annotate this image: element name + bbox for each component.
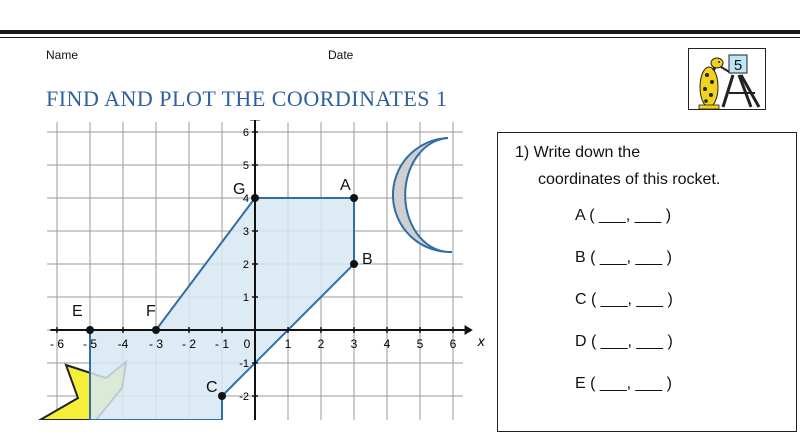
x-tick-label: 0: [244, 337, 251, 351]
name-label: Name: [46, 48, 78, 62]
x-axis-arrow: [465, 325, 473, 335]
answer-label: B: [575, 249, 586, 266]
answer-label: D: [575, 333, 587, 350]
y-tick-label: -2: [239, 391, 249, 403]
point-c: [218, 392, 226, 400]
answer-label: A: [575, 207, 585, 224]
point-label: C: [206, 379, 218, 396]
answer-blank[interactable]: ( ___, ___ ): [590, 375, 672, 392]
question-box: [497, 132, 797, 432]
answer-row-a: [575, 207, 671, 225]
answer-row-e: [575, 375, 672, 393]
answer-row-b: [575, 249, 672, 267]
answer-blank[interactable]: ( ___, ___ ): [590, 249, 672, 266]
x-tick-label: 5: [417, 337, 424, 351]
point-label: A: [340, 177, 351, 194]
y-tick-label: 5: [243, 160, 249, 172]
crescent-moon: [393, 138, 452, 252]
question-line-1: 1) Write down the: [515, 144, 640, 162]
answer-blank[interactable]: ( ___, ___ ): [591, 333, 673, 350]
x-axis-label: x: [477, 333, 486, 349]
answer-row-d: [575, 333, 673, 351]
answer-label: E: [575, 375, 586, 392]
point-label: G: [233, 181, 245, 198]
point-a: [350, 194, 358, 202]
x-tick-label: 2: [318, 337, 325, 351]
leopard-logo: [688, 48, 766, 110]
x-tick-label: 6: [450, 337, 457, 351]
coordinate-grid: [0, 120, 500, 420]
y-tick-label: 2: [243, 259, 249, 271]
date-label: Date: [328, 48, 353, 62]
question-line-2: coordinates of this rocket.: [538, 171, 720, 189]
logo-number: 5: [734, 57, 742, 74]
x-tick-label: - 3: [149, 337, 163, 351]
point-label: F: [146, 303, 156, 320]
x-tick-label: -4: [118, 337, 129, 351]
point-b: [350, 260, 358, 268]
answer-blank[interactable]: ( ___, ___ ): [589, 207, 671, 224]
worksheet-title: FIND AND PLOT THE COORDINATES 1: [46, 86, 448, 112]
answer-blank[interactable]: ( ___, ___ ): [591, 291, 673, 308]
point-f: [152, 326, 160, 334]
y-tick-label: 3: [243, 226, 249, 238]
point-g: [251, 194, 259, 202]
x-tick-label: 4: [384, 337, 391, 351]
x-tick-label: - 6: [50, 337, 64, 351]
point-e: [86, 326, 94, 334]
answer-row-c: [575, 291, 673, 309]
x-tick-label: - 2: [182, 337, 196, 351]
x-tick-label: 3: [351, 337, 358, 351]
y-tick-label: -1: [239, 358, 249, 370]
header-rule-thick: [0, 30, 800, 34]
x-tick-label: 1: [285, 337, 292, 351]
answer-label: C: [575, 291, 587, 308]
header-rule-thin: [0, 37, 800, 38]
x-tick-label: - 5: [83, 337, 97, 351]
y-tick-label: 1: [243, 292, 249, 304]
point-label: E: [72, 303, 83, 320]
y-tick-label: 4: [243, 193, 249, 205]
y-tick-label: 6: [243, 127, 249, 139]
x-tick-label: - 1: [215, 337, 229, 351]
point-label: B: [362, 251, 373, 268]
